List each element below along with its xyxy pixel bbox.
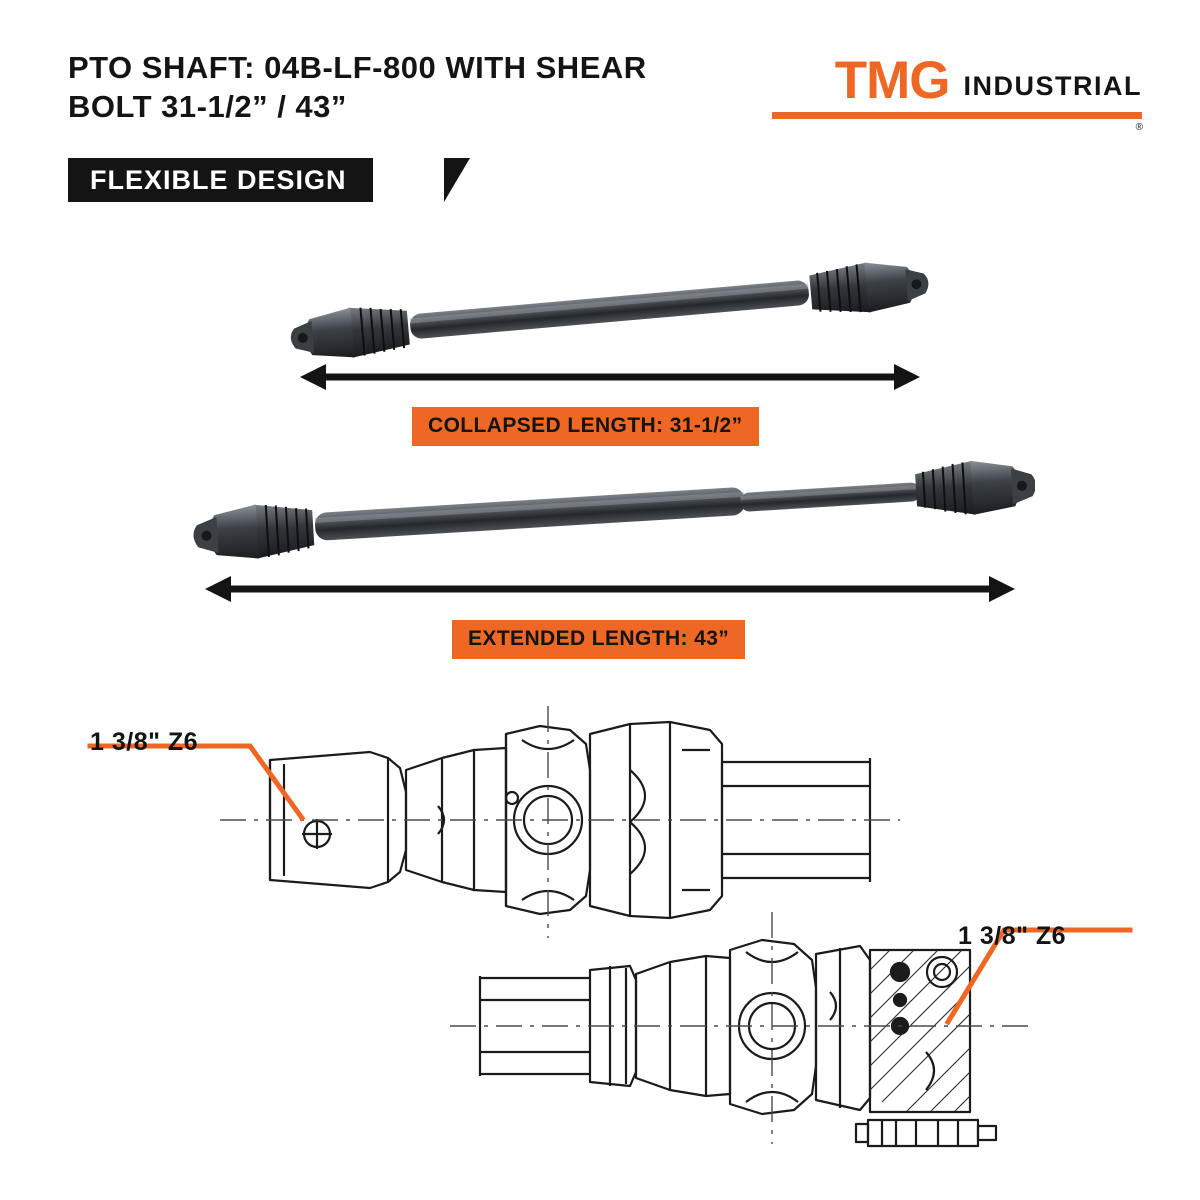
collapsed-length-label: COLLAPSED LENGTH: 31-1/2” bbox=[412, 407, 759, 446]
extended-length-label: EXTENDED LENGTH: 43” bbox=[452, 620, 745, 659]
page-title: PTO SHAFT: 04B-LF-800 WITH SHEAR BOLT 31-1/2” / 43” bbox=[68, 50, 647, 124]
extended-shaft-illustration bbox=[185, 455, 1035, 575]
brand-logo bbox=[772, 51, 1143, 133]
extended-length-arrow bbox=[205, 572, 1015, 606]
registered-mark: ® bbox=[1135, 122, 1143, 133]
feature-badge: FLEXIBLE DESIGN bbox=[68, 158, 373, 202]
logo-underline bbox=[772, 112, 1143, 133]
logo-subtext: INDUSTRIAL bbox=[963, 71, 1142, 101]
logo-wordmark: TMG bbox=[834, 51, 950, 110]
spline-callout-top: 1 3/8" Z6 bbox=[90, 728, 199, 756]
spline-callout-bottom: 1 3/8" Z6 bbox=[958, 922, 1067, 950]
collapsed-shaft-illustration bbox=[280, 255, 940, 375]
feature-badge-tail bbox=[444, 158, 470, 202]
collapsed-length-arrow bbox=[300, 360, 920, 394]
